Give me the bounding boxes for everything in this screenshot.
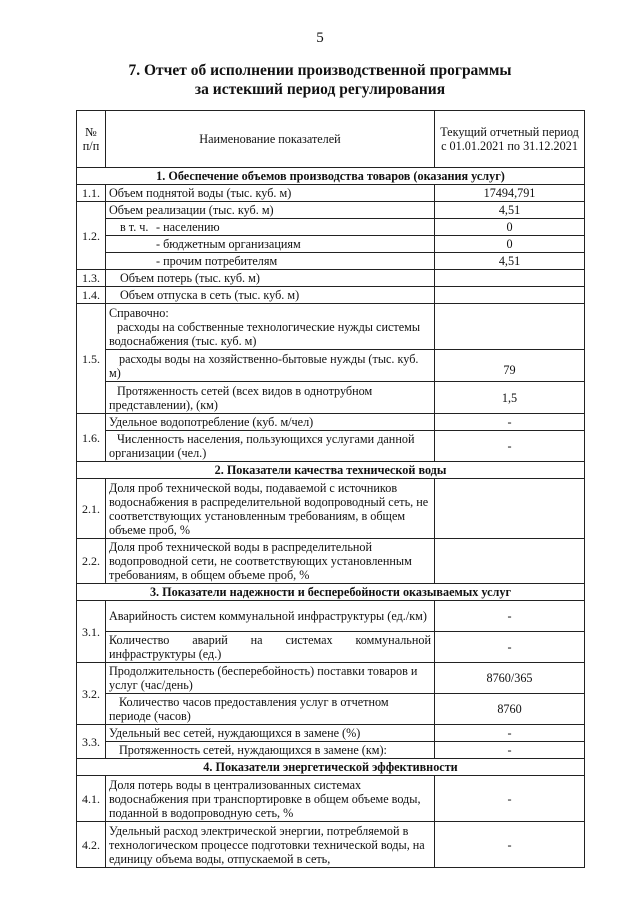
row-value: 17494,791 — [435, 185, 585, 202]
section-header — [77, 759, 585, 776]
row-num: 2.2. — [77, 539, 106, 584]
row-value — [435, 479, 585, 539]
row-num: 1.2. — [77, 202, 106, 270]
row-name: Объем отпуска в сеть (тыс. куб. м) — [106, 287, 435, 304]
row-num: 3.2. — [77, 663, 106, 725]
row-name: расходы воды на хозяйственно-бытовые нужды (тыс. куб. м) — [106, 350, 435, 382]
row-value: - — [435, 601, 585, 632]
header-period: Текущий отчетный период с 01.01.2021 по 31.12.2021 — [435, 111, 585, 168]
table-row — [77, 742, 585, 759]
table-row — [77, 287, 585, 304]
report-table — [76, 110, 585, 868]
subitem-label: - населению — [156, 220, 220, 234]
row-num: 1.4. — [77, 287, 106, 304]
section-1-title: 1. Обеспечение объемов производства товаров (оказания услуг) — [77, 168, 585, 185]
table-row — [77, 694, 585, 725]
row-name — [106, 304, 435, 350]
row-value: 0 — [435, 219, 585, 236]
table-row — [77, 822, 585, 868]
row-num: 1.3. — [77, 270, 106, 287]
row-num: 1.5. — [77, 304, 106, 414]
row-value: 0 — [435, 236, 585, 253]
table-row — [77, 236, 585, 253]
page-number: 5 — [316, 30, 324, 46]
row-num: 3.3. — [77, 725, 106, 759]
row-name: Объем поднятой воды (тыс. куб. м) — [106, 185, 435, 202]
row-value: 4,51 — [435, 253, 585, 270]
table-row — [77, 539, 585, 584]
section-header — [77, 168, 585, 185]
row-value: - — [435, 414, 585, 431]
row-name: Протяженность сетей (всех видов в однотрубном представлении), (км) — [106, 382, 435, 414]
table-row — [77, 185, 585, 202]
row-value: - — [435, 742, 585, 759]
table-row — [77, 253, 585, 270]
table-header-row — [77, 111, 585, 168]
row-num: 4.2. — [77, 822, 106, 868]
table-row — [77, 382, 585, 414]
header-num: № п/п — [77, 111, 106, 168]
row-name: Удельное водопотребление (куб. м/чел) — [106, 414, 435, 431]
title-line-2: за истекший период регулирования — [194, 81, 446, 98]
table-row — [77, 601, 585, 632]
table-row — [77, 725, 585, 742]
table-row — [77, 776, 585, 822]
section-header — [77, 462, 585, 479]
row-value — [435, 270, 585, 287]
row-name: Количество часов предоставления услуг в отчетном периоде (часов) — [106, 694, 435, 725]
row-value: - — [435, 632, 585, 663]
table-row — [77, 479, 585, 539]
row-name: Объем потерь (тыс. куб. м) — [106, 270, 435, 287]
row-num: 2.1. — [77, 479, 106, 539]
row-name: Доля проб технической воды, подаваемой с источников водоснабжения в распределительной водопроводный сеть, не соответствующих установленным требованиям, в общем объеме проб, % — [106, 479, 435, 539]
row-name: Объем реализации (тыс. куб. м) — [106, 202, 435, 219]
table-row — [77, 304, 585, 350]
row-value: 79 — [435, 350, 585, 382]
row-subitem — [106, 219, 435, 236]
table-row — [77, 414, 585, 431]
row-subitem: - прочим потребителям — [106, 253, 435, 270]
row-name: Удельный расход электрической энергии, потребляемой в технологическом процессе подготовки технической воды, на единицу объема воды, отпускаемой в сеть, — [106, 822, 435, 868]
row-name: Удельный вес сетей, нуждающихся в замене (%) — [106, 725, 435, 742]
row-name: Численность населения, пользующихся услугами данной организации (чел.) — [106, 431, 435, 462]
row-name: Доля потерь воды в централизованных системах водоснабжения при транспортировке в общем объеме воды, поданной в водопроводную сеть, % — [106, 776, 435, 822]
row-value: 4,51 — [435, 202, 585, 219]
row-name: Продолжительность (бесперебойность) поставки товаров и услуг (час/день) — [106, 663, 435, 694]
row-name: Доля проб технической воды в распределительной водопроводной сети, не соответствующих установленным требованиям, в общем объеме проб, % — [106, 539, 435, 584]
row-name: Количество аварий на системах коммунальной инфраструктуры (ед.) — [106, 632, 435, 663]
row-value — [435, 287, 585, 304]
row-value: 8760 — [435, 694, 585, 725]
row-name: Аварийность систем коммунальной инфраструктуры (ед./км) — [106, 601, 435, 632]
reference-label: Справочно: — [109, 305, 169, 320]
row-value: - — [435, 725, 585, 742]
row-num: 3.1. — [77, 601, 106, 663]
table-row — [77, 270, 585, 287]
table-row — [77, 350, 585, 382]
row-value: 1,5 — [435, 382, 585, 414]
row-value: - — [435, 822, 585, 868]
table-row — [77, 663, 585, 694]
row-value: - — [435, 431, 585, 462]
row-num: 1.1. — [77, 185, 106, 202]
section-3-title: 3. Показатели надежности и бесперебойности оказываемых услуг — [77, 584, 585, 601]
header-name: Наименование показателей — [106, 111, 435, 168]
row-num: 1.6. — [77, 414, 106, 462]
table-row — [77, 202, 585, 219]
section-header — [77, 584, 585, 601]
row-num: 4.1. — [77, 776, 106, 822]
table-row — [77, 632, 585, 663]
title-line-1: 7. Отчет об исполнении производственной программы — [128, 62, 512, 79]
reference-item: расходы на собственные технологические нужды системы водоснабжения (тыс. куб. м) — [109, 319, 421, 348]
table-row — [77, 431, 585, 462]
page-title — [0, 61, 640, 99]
section-4-title: 4. Показатели энергетической эффективности — [77, 759, 585, 776]
subitem-prefix: в т. ч. — [120, 220, 149, 234]
row-value: 8760/365 — [435, 663, 585, 694]
row-value: - — [435, 776, 585, 822]
section-2-title: 2. Показатели качества технической воды — [77, 462, 585, 479]
row-name: Протяженность сетей, нуждающихся в замене (км): — [106, 742, 435, 759]
table-row — [77, 219, 585, 236]
row-value — [435, 539, 585, 584]
row-value — [435, 304, 585, 350]
row-subitem: - бюджетным организациям — [106, 236, 435, 253]
